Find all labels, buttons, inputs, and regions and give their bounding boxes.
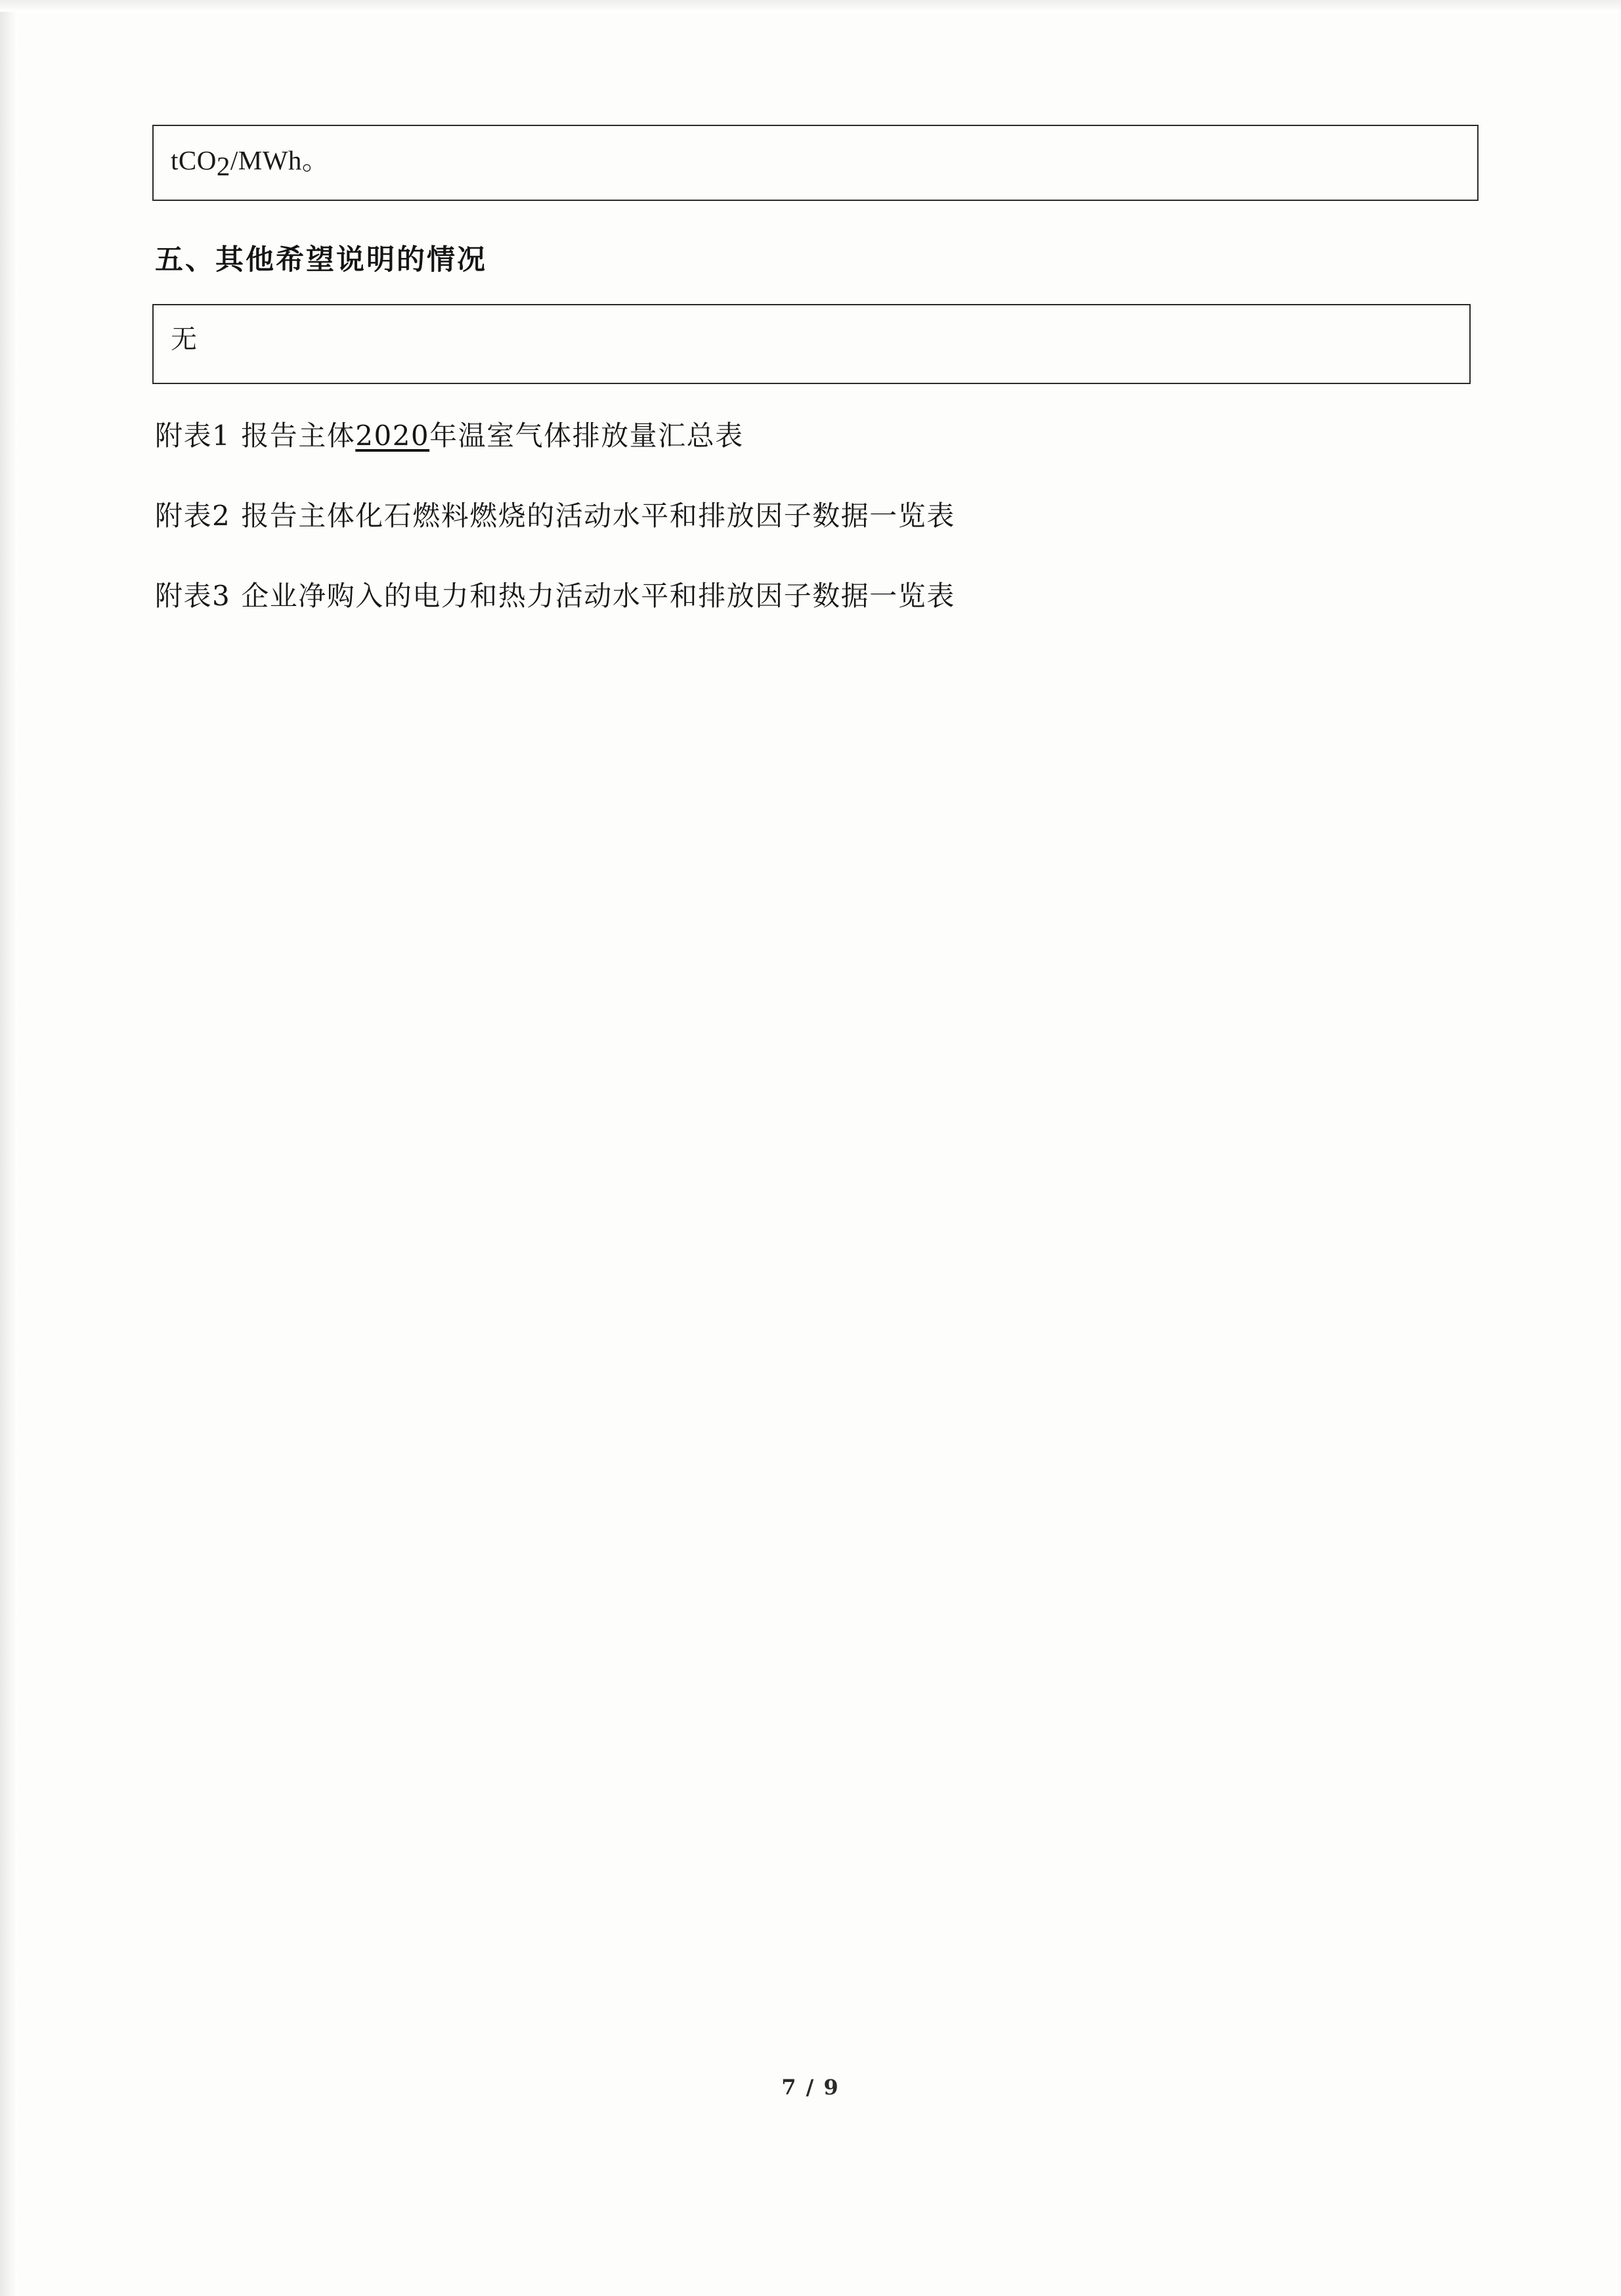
annex-item-2 bbox=[155, 494, 1479, 534]
formula-suffix: /MWh。 bbox=[230, 145, 330, 175]
other-notes-answer-box bbox=[152, 304, 1471, 384]
formula-subscript: 2 bbox=[216, 151, 230, 181]
scan-edge-left bbox=[0, 0, 17, 2296]
annex-3-pre: 企业净购入的电力和热力活动水平和排放因子数据一览表 bbox=[241, 580, 955, 612]
annex-1-pre: 报告主体 bbox=[241, 420, 356, 452]
annex-2-pre: 报告主体化石燃料燃烧的活动水平和排放因子数据一览表 bbox=[241, 500, 955, 532]
document-content bbox=[152, 125, 1479, 655]
annex-1-year: 2020 bbox=[355, 420, 430, 452]
formula-text-box bbox=[152, 125, 1479, 201]
annex-3-label: 附表3 bbox=[155, 580, 231, 612]
section-heading-other-notes: 五、其他希望说明的情况 bbox=[155, 244, 487, 276]
annex-1-label: 附表1 bbox=[155, 420, 231, 452]
page-number: 7 / 9 bbox=[781, 2075, 840, 2100]
annex-item-3 bbox=[155, 574, 1479, 614]
annex-2-label: 附表2 bbox=[155, 500, 231, 532]
annex-1-post: 年温室气体排放量汇总表 bbox=[429, 420, 744, 452]
annex-item-1 bbox=[155, 414, 1479, 454]
scan-edge-top bbox=[0, 0, 1621, 12]
annex-list bbox=[152, 414, 1479, 614]
other-notes-answer-value: 无 bbox=[171, 324, 198, 354]
formula-prefix: tCO bbox=[171, 145, 217, 175]
